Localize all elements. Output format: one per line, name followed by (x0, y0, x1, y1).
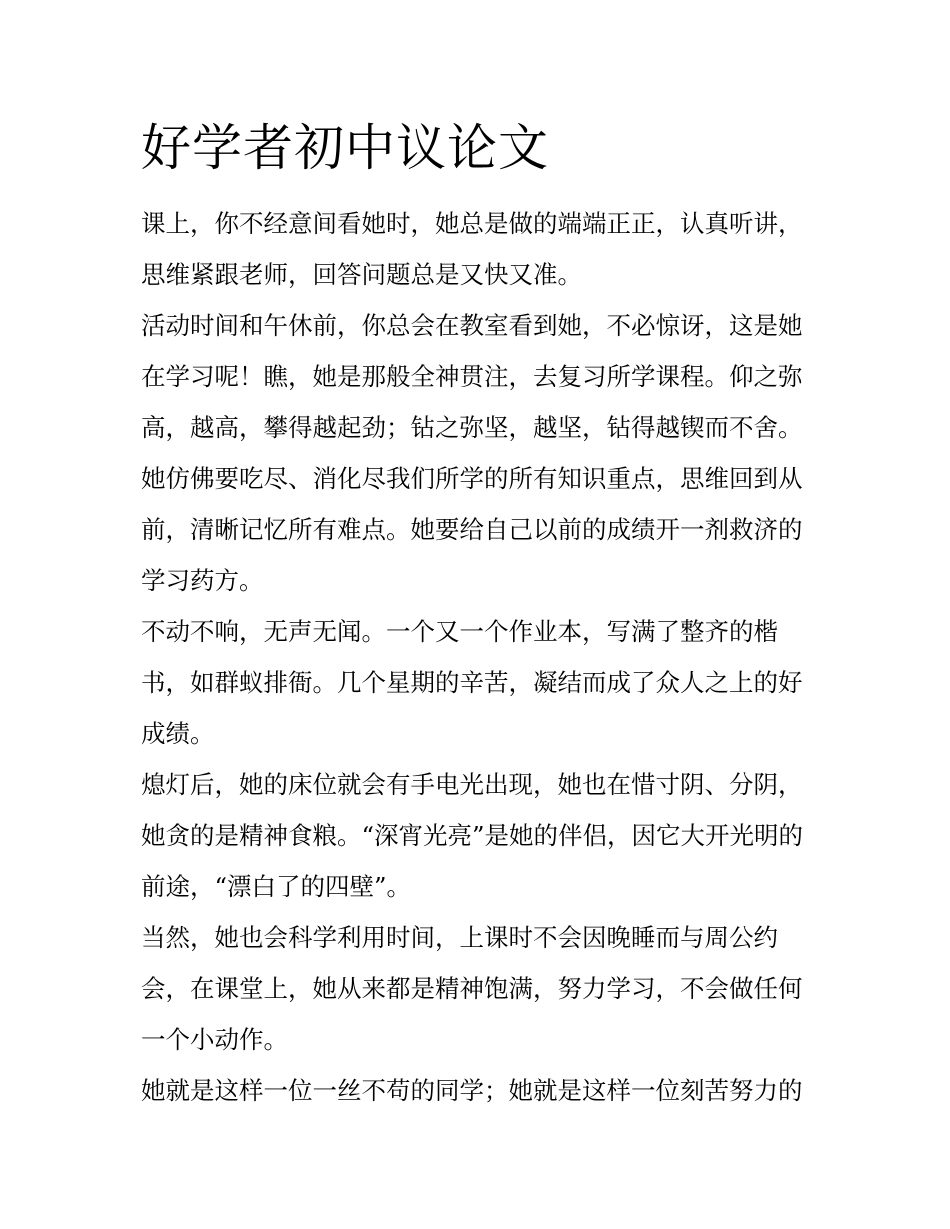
paragraph-1: 课上，你不经意间看她时，她总是做的端端正正，认真听讲，思维紧跟老师，回答问题总是又快又准。 (141, 209, 803, 289)
paragraph-3: 不动不响，无声无闻。一个又一个作业本，写满了整齐的楷书，如群蚁排衙。几个星期的辛苦，凝结而成了众人之上的好成绩。 (141, 617, 803, 748)
document-content (141, 110, 816, 1116)
paragraph-5: 当然，她也会科学利用时间，上课时不会因晚睡而与周公约会，在课堂上，她从来都是精神饱满，努力学习，不会做任何一个小动作。 (141, 923, 803, 1054)
paragraph-6: 她就是这样一位一丝不苟的同学；她就是这样一位刻苦努力的 (141, 1076, 803, 1105)
document-title: 好学者初中议论文 (141, 119, 549, 177)
paragraph-2: 活动时间和午休前，你总会在教室看到她，不必惊讶，这是她在学习呢！瞧，她是那般全神贯注，去复习所学课程。仰之弥高，越高，攀得越起劲；钻之弥坚，越坚，钻得越锲而不舍。她仿佛要吃尽、消化尽我们所学的所有知识重点，思维回到从前，清晰记忆所有难点。她要给自己以前的成绩开一剂救济的学习药方。 (141, 311, 803, 595)
paragraph-4: 熄灯后，她的床位就会有手电光出现，她也在惜寸阴、分阴，她贪的是精神食粮。“深宵光亮”是她的伴侣，因它大开光明的前途，“漂白了的四壁”。 (141, 770, 804, 901)
